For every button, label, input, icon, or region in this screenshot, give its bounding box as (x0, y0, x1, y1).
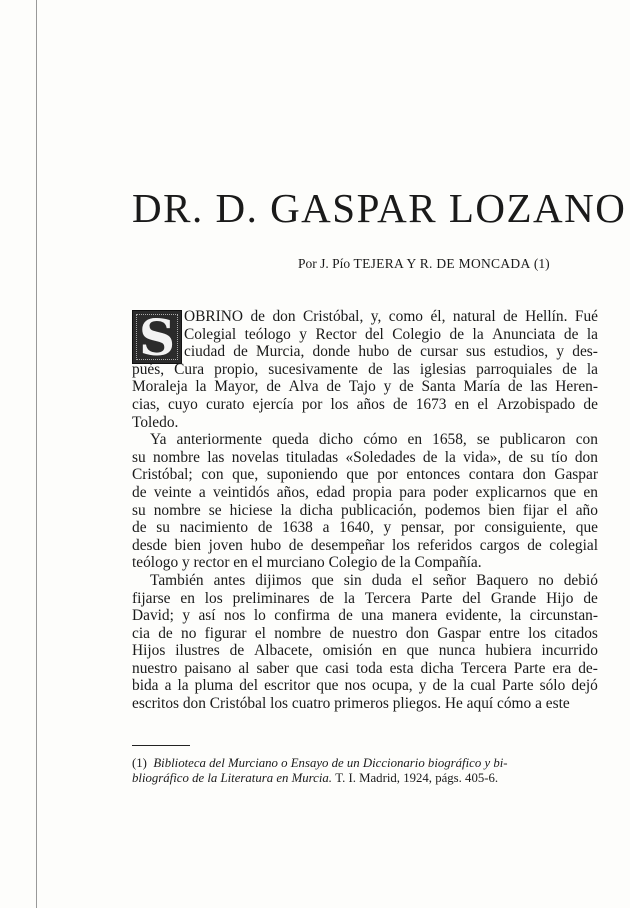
text-line: Moraleja la Mayor, de Alva de Tajo y de Santa María de las Heren- (132, 378, 598, 396)
footnote-rule (132, 745, 190, 746)
footnote-line-2: bliográfico de la Literatura en Murcia. (132, 771, 332, 785)
byline-author: TEJERA Y R. DE MONCADA (353, 256, 531, 271)
footnote (132, 756, 598, 786)
text-line: Colegial teólogo y Rector del Colegio de la Anunciata de la (184, 325, 598, 343)
text-line: bida a la pluma del escritor que nos ocupa, y de la cual Parte sólo dejó (132, 677, 598, 695)
byline-prefix: Por J. Pío (298, 256, 351, 271)
text-line: su nombre las novelas tituladas «Soledades de la vida», de su tío don (132, 448, 598, 466)
text-line: Hijos ilustres de Albacete, omisión en que nunca hubiera incurrido (132, 642, 598, 660)
text-line: desde bien joven hubo de desempeñar los referidos cargos de colegial (132, 536, 598, 554)
text-line: escritos don Cristóbal los cuatro primeros pliegos. He aquí cómo a este (132, 695, 570, 713)
text-line: fijarse en los preliminares de la Tercera Parte del Grande Hijo de (132, 589, 598, 607)
text-line: cias, cuyo curato ejercía por los años de 1673 en el Arzobispado de (132, 395, 598, 413)
byline (298, 256, 550, 272)
footnote-line-2-upright: T. I. Madrid, 1924, págs. 405-6. (335, 771, 499, 785)
drop-cap-letter: S (138, 307, 176, 367)
text-line: su nombre se hiciese la dicha publicación, podemos bien fijar el año (132, 501, 598, 519)
text-line: También antes dijimos que sin duda el señor Baquero no debió (150, 571, 598, 589)
article-title: DR. D. GASPAR LOZANO (132, 185, 627, 231)
text-line: de su nacimiento de 1638 a 1640, y pensar, por consiguiente, que (132, 519, 598, 537)
text-line: nuestro paisano al saber que casi toda esta dicha Tercera Parte era de- (132, 659, 598, 677)
text-line: Toledo. (132, 413, 179, 431)
footnote-number: (1) (132, 756, 147, 770)
text-line: de veinte a veintidós años, edad propia para poder explicarnos que en (132, 483, 598, 501)
footnote-line-1: Biblioteca del Murciano o Ensayo de un Diccionario biográfico y bi- (153, 756, 508, 770)
text-line: teólogo y rector en el murciano Colegio de la Compañía. (132, 554, 482, 572)
article-body (132, 308, 598, 713)
text-line: Cristóbal; con que, suponiendo que por entonces contara don Gaspar (132, 466, 598, 484)
text-line: ciudad de Murcia, donde hubo de cursar sus estudios, y des- (184, 343, 598, 361)
text-line: David; y así nos lo confirma de una manera evidente, la circunstan- (132, 607, 598, 625)
text-line: cia de no figurar el nombre de nuestro don Gaspar entre los citados (132, 624, 598, 642)
text-line: Ya anteriormente queda dicho cómo en 1658, se publicaron con (150, 431, 598, 449)
text-line: OBRINO de don Cristóbal, y, como él, natural de Hellín. Fué (184, 308, 598, 325)
byline-footnote-ref: (1) (533, 256, 550, 271)
text-line: pués, Cura propio, sucesivamente de las iglesias parroquiales de la (132, 360, 598, 378)
binding-edge-rule (36, 0, 37, 908)
